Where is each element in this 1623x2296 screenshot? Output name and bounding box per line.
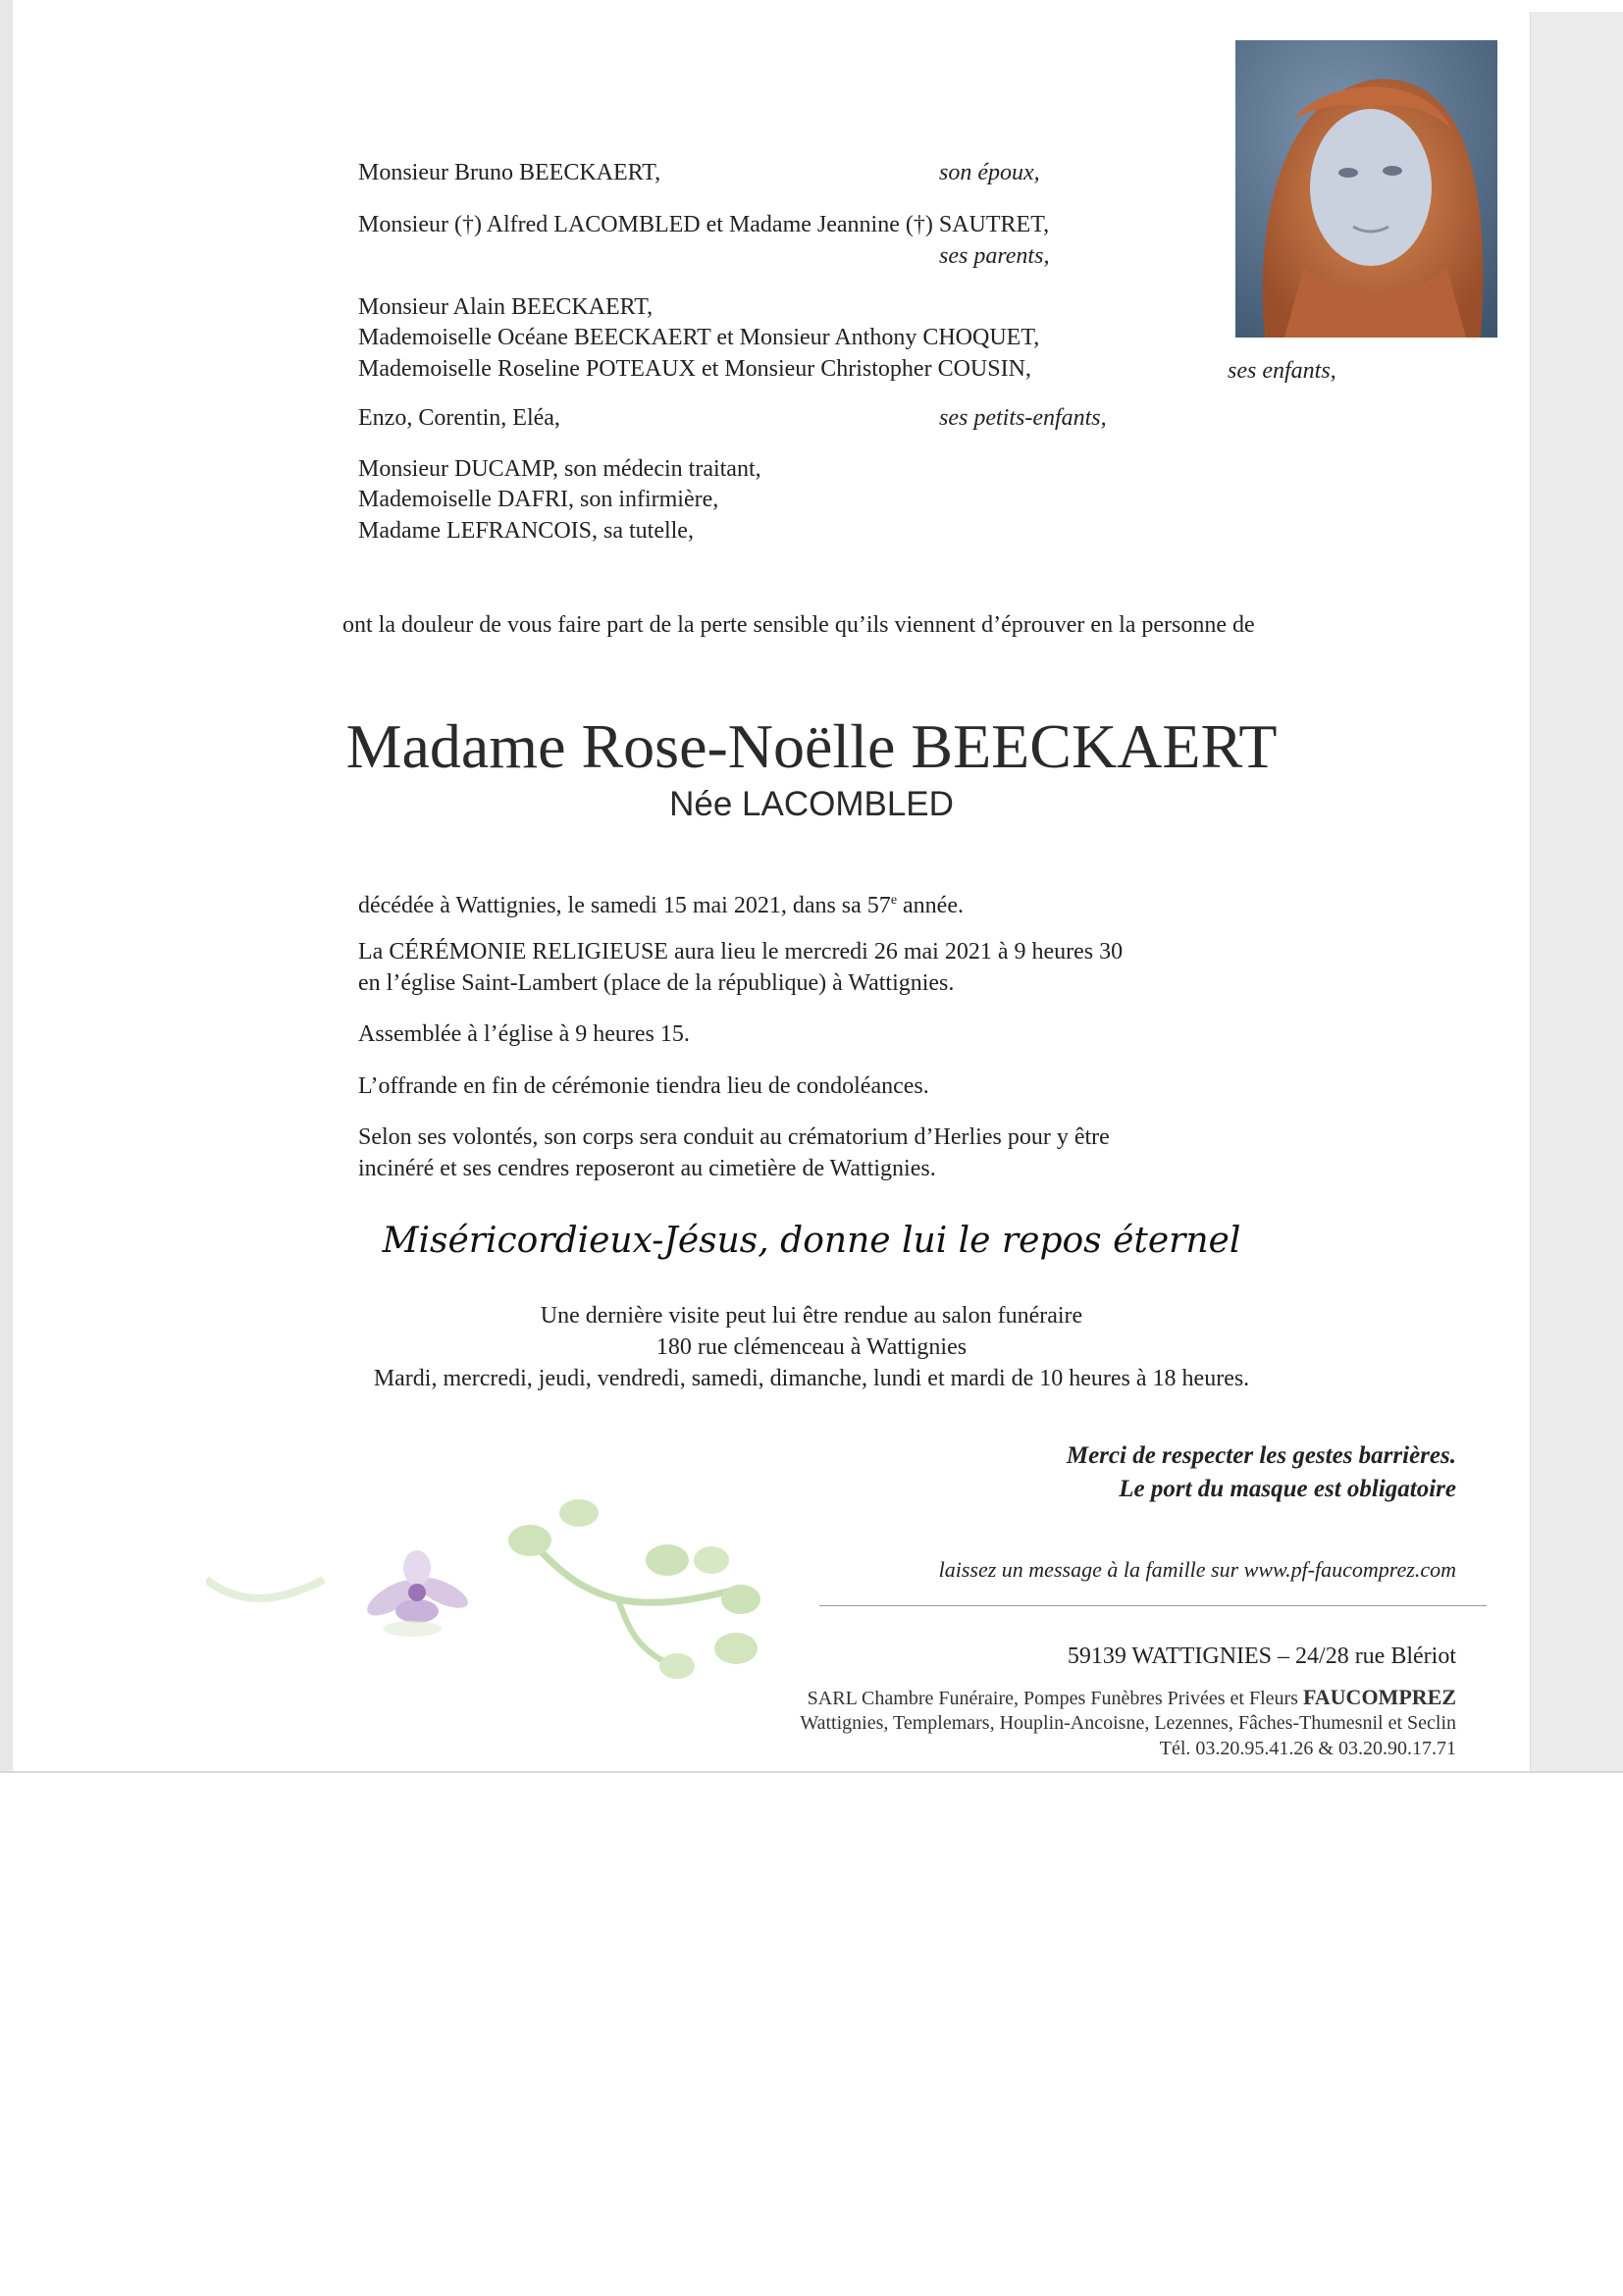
wishes-line: incinéré et ses cendres reposeront au cimetière de Wattignies.: [358, 1156, 936, 1181]
parents-names: Monsieur (†) Alfred LACOMBLED et Madame Jeannine (†) SAUTRET,: [358, 212, 1050, 237]
death-details-superscript: e: [890, 893, 898, 908]
portrait-photo: [1235, 40, 1497, 338]
spouse-name: Monsieur Bruno BEECKAERT,: [358, 160, 661, 185]
assembly-text: Assemblée à l’église à 9 heures 15.: [358, 1021, 690, 1047]
company-description: SARL Chambre Funéraire, Pompes Funèbres Privées et Fleurs: [807, 1688, 1303, 1709]
notice-line: Merci de respecter les gestes barrières.: [1066, 1442, 1456, 1469]
ceremony-line: en l’église Saint-Lambert (place de la république) à Wattignies.: [358, 970, 955, 996]
website-message: laissez un message à la famille sur www.pf-faucomprez.com: [938, 1557, 1456, 1582]
ceremony-line: La CÉRÉMONIE RELIGIEUSE aura lieu le mercredi 26 mai 2021 à 9 heures 30: [358, 939, 1124, 965]
deceased-name: Madame Rose-Noëlle BEECKAERT: [345, 711, 1278, 781]
deceased-birth-name: Née LACOMBLED: [669, 785, 954, 823]
death-details-end: année.: [897, 893, 964, 918]
offering-text: L’offrande en fin de cérémonie tiendra lieu de condoléances.: [358, 1073, 929, 1099]
wishes-line: Selon ses volontés, son corps sera conduit au crématorium d’Herlies pour y être: [358, 1124, 1110, 1150]
carer-line: Monsieur DUCAMP, son médecin traitant,: [358, 456, 761, 482]
death-details: [358, 887, 964, 919]
orchid-decoration: [206, 1491, 775, 1688]
portrait-illustration: [1235, 40, 1497, 338]
scan-edge-left: [0, 0, 13, 1772]
company-name: FAUCOMPREZ: [1302, 1685, 1456, 1709]
funeral-home-phone: Tél. 03.20.95.41.26 & 03.20.90.17.71: [1159, 1738, 1456, 1759]
children-role: ses enfants,: [1228, 358, 1336, 384]
prayer-quote: Miséricordieux-Jésus, donne lui le repos éternel: [382, 1221, 1241, 1261]
carer-line: Madame LEFRANCOIS, sa tutelle,: [358, 518, 694, 544]
parents-role: ses parents,: [939, 243, 1050, 269]
child-name: Mademoiselle Océane BEECKAERT et Monsieur Anthony CHOQUET,: [358, 325, 1040, 350]
scan-edge-bottom: [0, 1771, 1623, 1773]
funeral-home-address: 59139 WATTIGNIES – 24/28 rue Blériot: [1067, 1644, 1456, 1669]
grandchildren-names: Enzo, Corentin, Eléa,: [358, 405, 560, 431]
funeral-home-towns: Wattignies, Templemars, Houplin-Ancoisne, Lezennes, Fâches-Thumesnil et Seclin: [800, 1712, 1456, 1734]
notice-line: Le port du masque est obligatoire: [1119, 1476, 1456, 1502]
divider: [819, 1605, 1487, 1606]
spouse-role: son époux,: [939, 160, 1040, 185]
child-name: Monsieur Alain BEECKAERT,: [358, 294, 654, 320]
visit-line: 180 rue clémenceau à Wattignies: [655, 1334, 968, 1360]
visit-hours: Mardi, mercredi, jeudi, vendredi, samedi, dimanche, lundi et mardi de 10 heures à 18 heures.: [373, 1366, 1250, 1391]
orchid-flower-icon: [362, 1550, 472, 1623]
grandchildren-role: ses petits-enfants,: [939, 405, 1107, 431]
visit-line: Une dernière visite peut lui être rendue au salon funéraire: [540, 1303, 1083, 1329]
carer-line: Mademoiselle DAFRI, son infirmière,: [358, 487, 719, 512]
death-details-main: décédée à Wattignies, le samedi 15 mai 2021, dans sa 57: [358, 893, 891, 918]
announcement-text: ont la douleur de vous faire part de la perte sensible qu’ils viennent d’éprouver en la personne de: [342, 612, 1255, 638]
funeral-home-company: [808, 1686, 1456, 1710]
child-name: Mademoiselle Roseline POTEAUX et Monsieur Christopher COUSIN,: [358, 356, 1031, 382]
scan-edge-right: [1530, 12, 1623, 1772]
